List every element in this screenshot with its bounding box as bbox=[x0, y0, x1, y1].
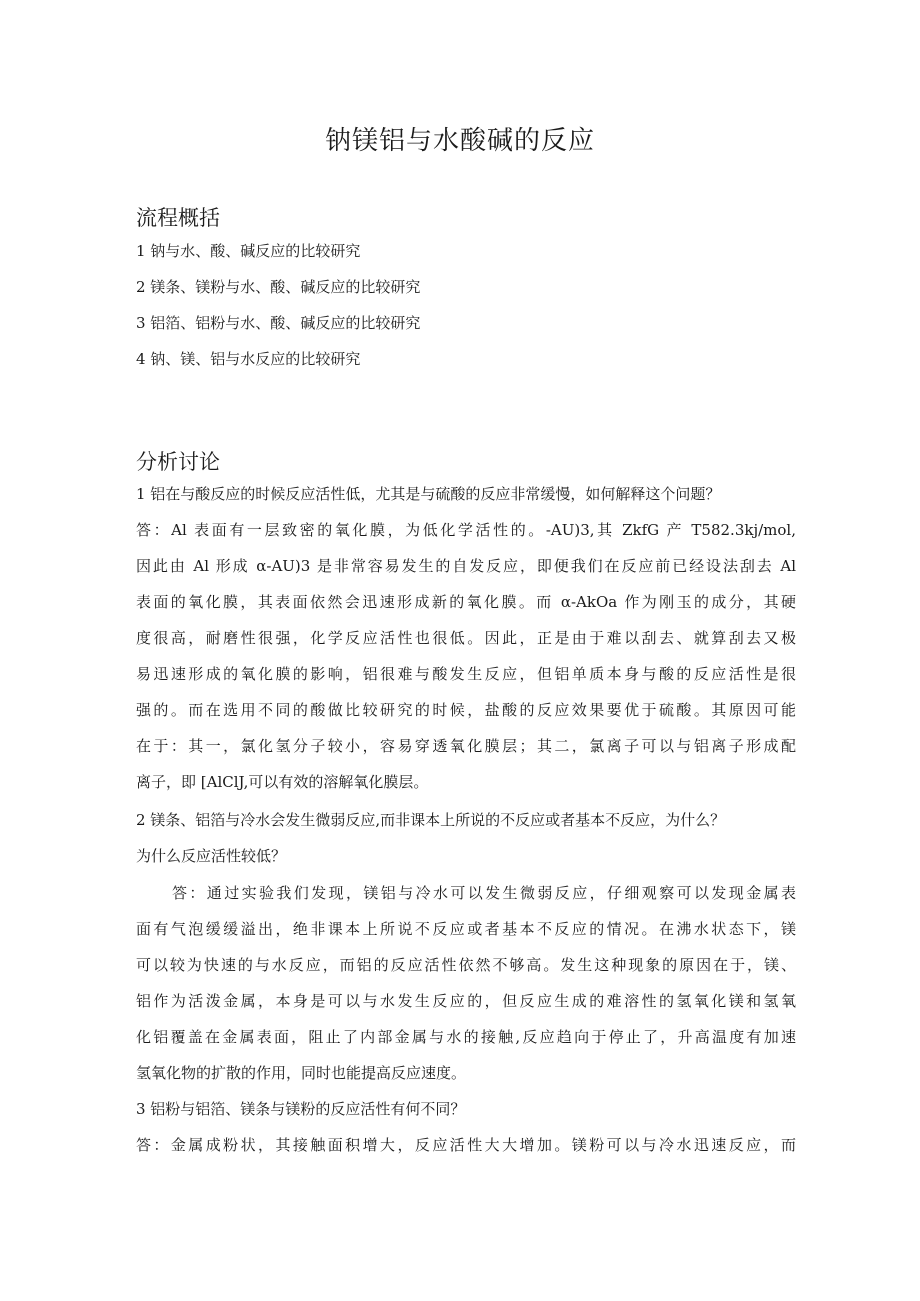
overview-item: 4 钠、镁、铝与水反应的比较研究 bbox=[136, 350, 361, 368]
discussion-question: 2 镁条、铝箔与冷水会发生微弱反应,而非课本上所说的不反应或者基本不反应，为什么？ bbox=[136, 811, 726, 829]
discussion-paragraph-line: 答：通过实验我们发现，镁铝与冷水可以发生微弱反应，仔细观察可以发现金属表 bbox=[172, 884, 796, 902]
discussion-paragraph-line: 度很高，耐磨性很强，化学反应活性也很低。因此，正是由于难以刮去、就算刮去又极 bbox=[136, 629, 796, 647]
discussion-paragraph-line: 答：金属成粉状，其接触面积增大，反应活性大大增加。镁粉可以与冷水迅速反应，而 bbox=[136, 1136, 796, 1154]
discussion-paragraph-line: 在于：其一，氯化氢分子较小，容易穿透氧化膜层；其二，氯离子可以与铝离子形成配 bbox=[136, 737, 796, 755]
section-heading-discussion: 分析讨论 bbox=[136, 450, 220, 474]
overview-item: 2 镁条、镁粉与水、酸、碱反应的比较研究 bbox=[136, 278, 421, 296]
discussion-paragraph-line: 可以较为快速的与水反应，而铝的反应活性依然不够高。发生这种现象的原因在于，镁、 bbox=[136, 956, 796, 974]
section-heading-overview: 流程概括 bbox=[136, 206, 220, 230]
discussion-question: 1 铝在与酸反应的时候反应活性低，尤其是与硫酸的反应非常缓慢，如何解释这个问题？ bbox=[136, 485, 721, 503]
discussion-paragraph-line: 面有气泡缓缓溢出，绝非课本上所说不反应或者基本不反应的情况。在沸水状态下，镁 bbox=[136, 920, 796, 938]
discussion-question: 3 铝粉与铝箔、镁条与镁粉的反应活性有何不同？ bbox=[136, 1100, 466, 1118]
discussion-paragraph-line: 强的。而在选用不同的酸做比较研究的时候，盐酸的反应效果要优于硫酸。其原因可能 bbox=[136, 701, 796, 719]
discussion-paragraph-line: 因此由 Al 形成 α-AU)3 是非常容易发生的自发反应，即便我们在反应前已经设法刮去 Al bbox=[136, 557, 796, 575]
discussion-paragraph-line: 氢氧化物的扩散的作用，同时也能提高反应速度。 bbox=[136, 1064, 467, 1082]
discussion-paragraph-line: 离子，即 [AlClJ,可以有效的溶解氧化膜层。 bbox=[136, 773, 429, 791]
document-title: 钠镁铝与水酸碱的反应 bbox=[324, 126, 595, 156]
discussion-paragraph-line: 答：Al 表面有一层致密的氧化膜，为低化学活性的。-AU)3,其 ZkfG 产 T582.3kj/mol, bbox=[136, 521, 796, 539]
discussion-paragraph-line: 铝作为活泼金属，本身是可以与水发生反应的，但反应生成的难溶性的氢氧化镁和氢氧 bbox=[136, 992, 796, 1010]
discussion-paragraph-line: 化铝覆盖在金属表面，阻止了内部金属与水的接触,反应趋向于停止了，升高温度有加速 bbox=[136, 1028, 796, 1046]
discussion-paragraph-line: 表面的氧化膜，其表面依然会迅速形成新的氧化膜。而 α-AkOa 作为刚玉的成分，其硬 bbox=[136, 593, 796, 611]
overview-item: 3 铝箔、铝粉与水、酸、碱反应的比较研究 bbox=[136, 314, 421, 332]
overview-item: 1 钠与水、酸、碱反应的比较研究 bbox=[136, 242, 361, 260]
discussion-paragraph-line: 易迅速形成的氧化膜的影响，铝很难与酸发生反应，但铝单质本身与酸的反应活性是很 bbox=[136, 665, 796, 683]
discussion-question: 为什么反应活性较低？ bbox=[136, 847, 287, 865]
